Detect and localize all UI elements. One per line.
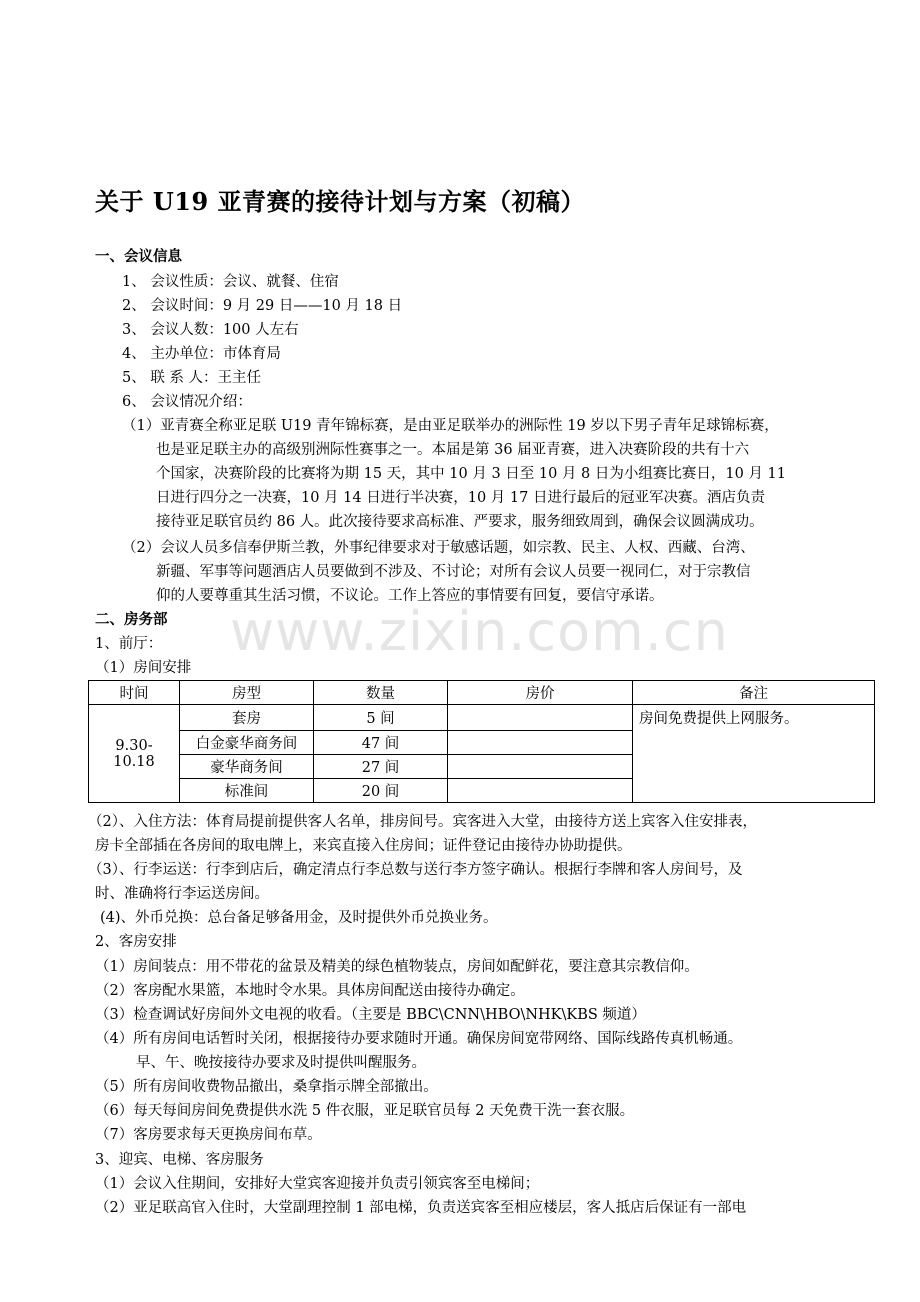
intro-paragraph-line: 个国家，决赛阶段的比赛将为期 15 天，其中 10 月 3 日至 10 月 8 日为小组赛比赛日，10 月 11: [156, 466, 787, 482]
meeting-item: 6、 会议情况介绍：: [122, 394, 252, 410]
room-price-cell: [448, 779, 633, 803]
meeting-item: 5、 联 系 人：王主任: [122, 370, 262, 386]
room-price-cell: [448, 705, 633, 731]
intro-paragraph-line: 接待亚足联官员约 86 人。此次接待要求高标准、严要求，服务细致周到，确保会议圆满成功。: [156, 514, 764, 530]
header-room-type: 房型: [180, 681, 314, 705]
room-count-cell: 5 间: [314, 705, 448, 731]
room-count-cell: 47 间: [314, 731, 448, 755]
room-arrangement-line: （1）房间装点：用不带花的盆景及精美的绿色植物装点，房间如配鲜花，要注意其宗教信仰。: [95, 959, 699, 975]
room-type-cell: 套房: [180, 705, 314, 731]
intro-paragraph-line: 日进行四分之一决赛，10 月 14 日进行半决赛，10 月 17 日进行最后的冠亚军决赛。酒店负责: [156, 490, 765, 506]
notes-cell: 房间免费提供上网服务。: [633, 705, 875, 803]
front-desk-line: （3）、行李运送：行李到店后，确定清点行李总数与送行李方签字确认。根据行李牌和客人房间号，及: [88, 862, 743, 878]
room-price-cell: [448, 731, 633, 755]
room-arrangement-line: （3）检查调试好房间外文电视的收看。（主要是 BBC\CNN\HBO\NHK\KBS 频道）: [95, 1007, 646, 1023]
table-row: [89, 705, 875, 731]
guest-service-line: （2）亚足联高官入住时，大堂副理控制 1 部电梯，负责送宾客至相应楼层，客人抵店后保证有一部电: [95, 1200, 747, 1216]
intro-paragraph-line: （2）会议人员多信奉伊斯兰教，外事纪律要求对于敏感话题，如宗教、民主、人权、西藏、台湾、: [122, 540, 755, 556]
front-desk-line: 时、准确将行李运送房间。: [95, 886, 269, 902]
header-notes: 备注: [633, 681, 875, 705]
guest-service-line: （1）会议入住期间，安排好大堂宾客迎接并负责引领宾客至电梯间；: [95, 1176, 540, 1192]
room-count-cell: 27 间: [314, 755, 448, 779]
room-type-cell: 白金豪华商务间: [180, 731, 314, 755]
watermark: www.zixin.com.cn: [230, 600, 729, 663]
room-arrangement-line: （5）所有房间收费物品撤出，桑拿指示牌全部撤出。: [95, 1079, 438, 1095]
subsection-front-desk: 1、前厅：: [95, 636, 163, 652]
table-header-row: [89, 681, 875, 705]
intro-paragraph-line: 仰的人要尊重其生活习惯，不议论。工作上答应的事情要有回复，要信守承诺。: [156, 588, 664, 604]
meeting-item: 3、 会议人数：100 人左右: [122, 322, 299, 338]
room-price-cell: [448, 755, 633, 779]
section-heading-housekeeping: 二、房务部: [95, 611, 168, 628]
front-desk-line: （2）、入住方法：体育局提前提供客人名单，排房间号。宾客进入大堂，由接待方送上宾客入住安排表，: [88, 814, 757, 830]
intro-paragraph-line: 也是亚足联主办的高级别洲际性赛事之一。本届是第 36 届亚青赛，进入决赛阶段的共有十六: [156, 442, 750, 458]
room-arrangement-line: （4）所有房间电话暂时关闭，根据接待办要求随时开通。确保房间宽带网络、国际线路传真机畅通。: [95, 1031, 743, 1047]
front-desk-line: (4)、外币兑换：总台备足够备用金，及时提供外币兑换业务。: [100, 910, 498, 926]
room-arrangement-line: （7）客房要求每天更换房间布草。: [95, 1127, 322, 1143]
room-arrangement-line: 早、午、晚按接待办要求及时提供叫醒服务。: [136, 1055, 426, 1071]
meeting-item: 2、 会议时间：9 月 29 日——10 月 18 日: [122, 298, 403, 314]
header-price: 房价: [448, 681, 633, 705]
subsection-guest-rooms: 2、客房安排: [95, 934, 177, 950]
header-time: 时间: [89, 681, 180, 705]
meeting-item: 1、 会议性质：会议、就餐、住宿: [122, 274, 339, 290]
meeting-item: 4、 主办单位：市体育局: [122, 346, 281, 362]
header-quantity: 数量: [314, 681, 448, 705]
room-arrangement-line: （2）客房配水果篮，本地时令水果。具体房间配送由接待办确定。: [95, 983, 525, 999]
intro-paragraph-line: 新疆、军事等问题酒店人员要做到不涉及、不讨论；对所有会议人员要一视同仁，对于宗教信: [156, 564, 751, 580]
room-arrangement-line: （6）每天每间房间免费提供水洗 5 件衣服，亚足联官员每 2 天免费干洗一套衣服。: [95, 1103, 635, 1119]
period-cell: 9.30-10.18: [89, 705, 180, 803]
room-count-cell: 20 间: [314, 779, 448, 803]
room-type-cell: 标准间: [180, 779, 314, 803]
room-arrangement-label: （1）房间安排: [95, 660, 192, 676]
subsection-guest-service: 3、迎宾、电梯、客房服务: [95, 1152, 264, 1168]
room-type-cell: 豪华商务间: [180, 755, 314, 779]
front-desk-line: 房卡全部插在各房间的取电牌上，来宾直接入住房间；证件登记由接待办协助提供。: [95, 838, 632, 854]
room-table: [88, 680, 875, 803]
intro-paragraph-line: （1）亚青赛全称亚足联 U19 青年锦标赛，是由亚足联举办的洲际性 19 岁以下男子青年足球锦标赛，: [122, 418, 779, 434]
document-title: 关于 U19 亚青赛的接待计划与方案（初稿）: [95, 187, 586, 216]
section-heading-meeting-info: 一、会议信息: [95, 248, 182, 265]
